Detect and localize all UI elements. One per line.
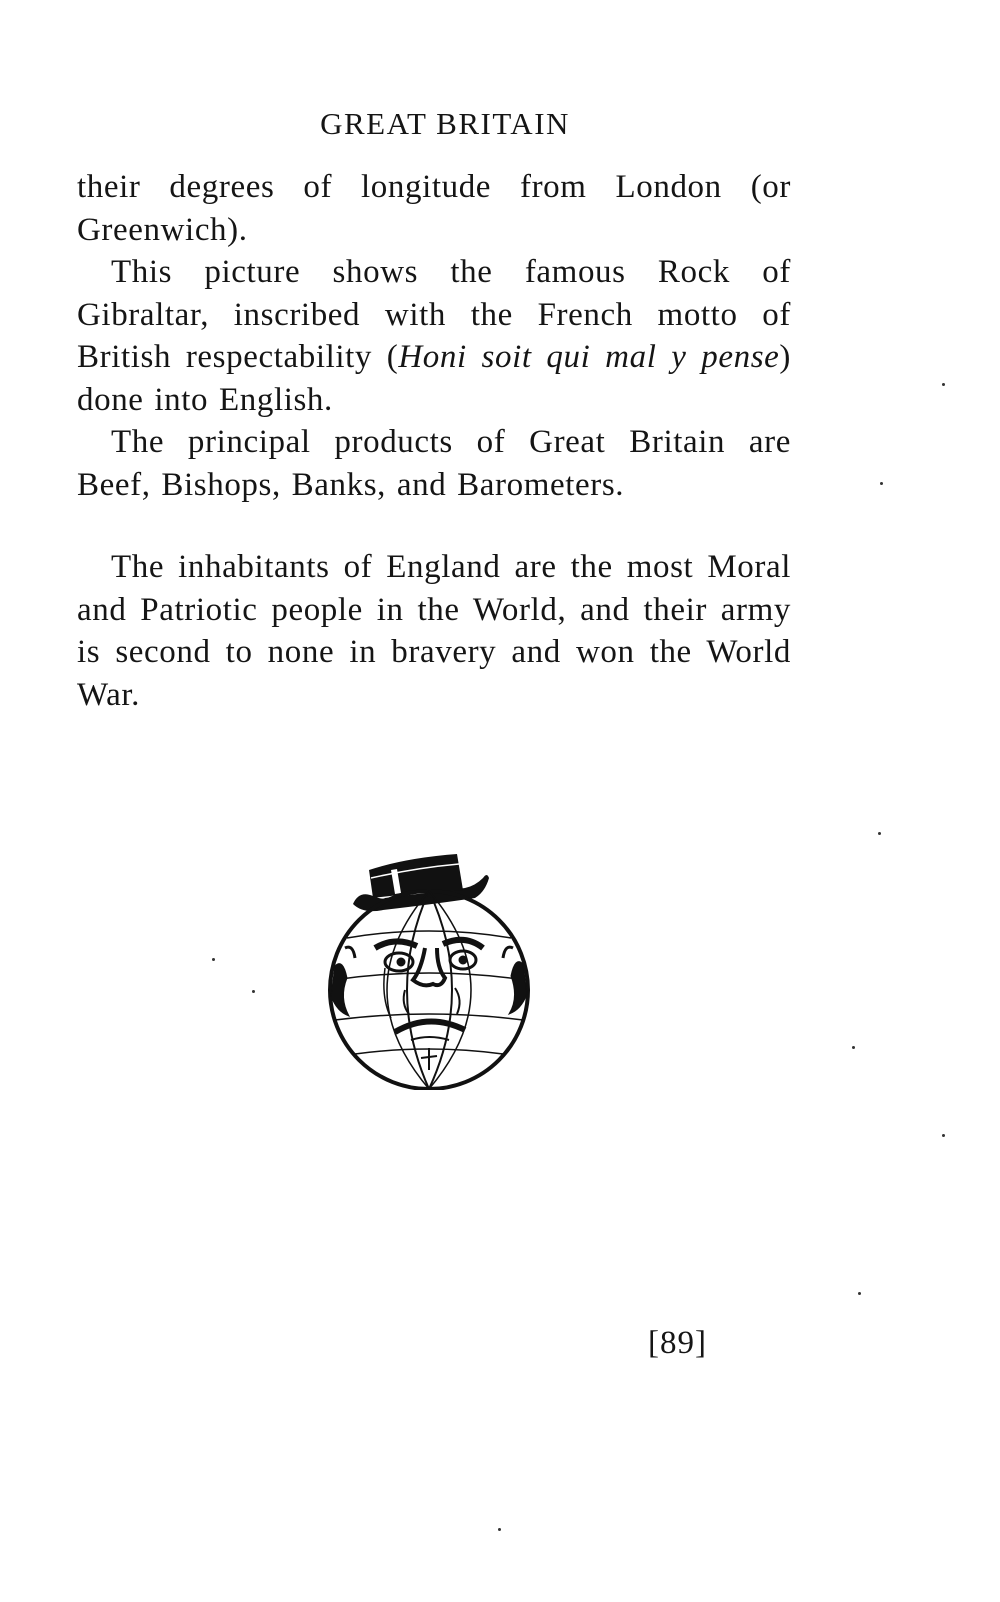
gibraltar-text-end: ) done into English.	[77, 339, 792, 418]
upper-text-block	[77, 166, 791, 506]
paragraph-gibraltar	[77, 251, 791, 421]
paragraph-continuation: their degrees of longitude from London (or Greenwich).	[77, 169, 791, 248]
globe-face-with-top-hat-icon	[325, 848, 537, 1090]
paper-speck	[858, 1292, 861, 1295]
french-motto: Honi soit qui mal y pense	[398, 339, 780, 375]
paragraph-inhabitants: The inhabitants of England are the most Moral and Patriotic people in the World, and their army is second to none in bravery and won the World War.	[77, 549, 791, 713]
page-number: [89]	[648, 1325, 707, 1361]
running-head: GREAT BRITAIN	[320, 106, 570, 141]
top-hat-icon	[353, 854, 489, 911]
paper-speck	[942, 383, 945, 386]
paper-speck	[252, 990, 255, 993]
paper-speck	[498, 1528, 501, 1531]
paper-speck	[212, 958, 215, 961]
gibraltar-text-start: This picture shows the famous Rock of Gibraltar, inscribed with the French motto of British respectability (	[77, 254, 791, 375]
lower-text-block	[77, 546, 791, 716]
paper-speck	[852, 1046, 855, 1049]
paper-speck	[942, 1134, 945, 1137]
paragraph-products: The principal products of Great Britain are Beef, Bishops, Banks, and Barometers.	[77, 424, 791, 503]
paper-speck	[880, 482, 883, 485]
globe-face-icon	[330, 891, 528, 1089]
paper-speck	[878, 832, 881, 835]
